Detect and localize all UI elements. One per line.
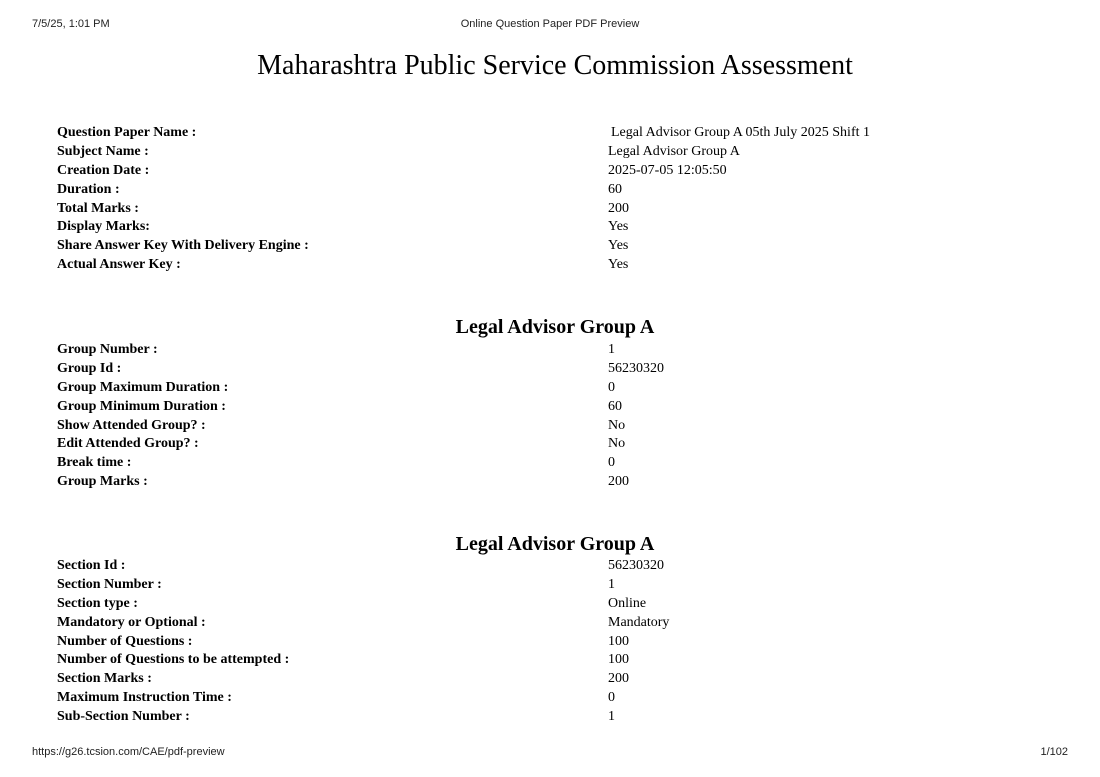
paper-info-row (57, 256, 917, 275)
section-info-row (57, 614, 917, 633)
group-info-key: Group Id : (57, 360, 122, 376)
print-footer (0, 746, 1100, 760)
paper-info-value: 2025-07-05 12:05:50 (608, 162, 727, 178)
group-info-row (57, 341, 917, 360)
paper-info-value: Yes (608, 257, 629, 273)
paper-info-row (57, 237, 917, 256)
print-header (0, 18, 1100, 32)
section-info-key: Section Marks : (57, 671, 152, 687)
section-info-key: Number of Questions to be attempted : (57, 652, 290, 668)
group-info-row (57, 398, 917, 417)
paper-info-value: 60 (608, 181, 622, 197)
paper-info-row (57, 143, 917, 162)
group-info-value: No (608, 417, 626, 433)
section-info-value: 1 (608, 576, 615, 592)
section-info-key: Number of Questions : (57, 633, 193, 649)
paper-info-value: Yes (608, 219, 629, 235)
section-info-row (57, 708, 917, 727)
paper-info-key: Duration : (57, 181, 120, 197)
paper-info-row (57, 218, 917, 237)
section-info-key: Section type : (57, 595, 138, 611)
paper-info-key: Total Marks : (57, 200, 139, 216)
section-info-value: 1 (608, 709, 615, 725)
group-info-key: Break time : (57, 455, 132, 471)
section-info-key: Mandatory or Optional : (57, 614, 206, 630)
group-info-value: 1 (608, 342, 615, 357)
paper-info-value: 200 (608, 200, 629, 216)
section-heading: Legal Advisor Group A (455, 533, 655, 555)
print-datetime: 7/5/25, 1:01 PM (32, 18, 110, 30)
section-info-row (57, 576, 917, 595)
paper-info-row (57, 200, 917, 219)
section-info-row (57, 595, 917, 614)
paper-info-value: Legal Advisor Group A (608, 143, 740, 159)
paper-info-key: Subject Name : (57, 143, 149, 159)
group-info-value: 0 (608, 379, 615, 395)
document-title: Maharashtra Public Service Commission Assessment (257, 50, 853, 81)
group-info-value: 200 (608, 474, 629, 490)
group-info-key: Group Minimum Duration : (57, 398, 226, 414)
group-info-value: 60 (608, 398, 622, 414)
section-info-row (57, 670, 917, 689)
section-info-table (57, 557, 917, 727)
group-info-key: Show Attended Group? : (57, 417, 206, 433)
paper-info-value: Yes (608, 238, 629, 254)
group-info-key: Edit Attended Group? : (57, 436, 199, 452)
section-info-value: 100 (608, 633, 629, 649)
section-info-value: 100 (608, 652, 629, 668)
group-info-value: 0 (608, 455, 615, 471)
section-info-key: Section Id : (57, 558, 126, 573)
print-url: https://g26.tcsion.com/CAE/pdf-preview (32, 746, 225, 758)
group-info-key: Group Marks : (57, 474, 148, 490)
section-info-key: Maximum Instruction Time : (57, 690, 232, 706)
paper-info-key: Creation Date : (57, 162, 150, 178)
section-info-row (57, 633, 917, 652)
section-info-row (57, 557, 917, 576)
group-info-row (57, 360, 917, 379)
paper-info-key: Actual Answer Key : (57, 257, 181, 273)
section-info-value: Online (608, 595, 647, 611)
group-info-key: Group Number : (57, 342, 158, 357)
section-info-row (57, 651, 917, 670)
paper-info-key: Share Answer Key With Delivery Engine : (57, 238, 309, 254)
paper-info-key: Display Marks: (57, 219, 150, 235)
paper-info-value: Legal Advisor Group A 05th July 2025 Shift 1 (611, 125, 870, 140)
paper-info-key: Question Paper Name : (57, 125, 197, 140)
group-info-row (57, 473, 917, 492)
group-info-row (57, 435, 917, 454)
paper-info-row (57, 162, 917, 181)
group-info-row (57, 454, 917, 473)
page-indicator: 1/102 (1040, 746, 1068, 758)
group-info-key: Group Maximum Duration : (57, 379, 229, 395)
section-info-value: Mandatory (608, 614, 670, 630)
group-info-value: 56230320 (608, 360, 664, 376)
group-info-row (57, 379, 917, 398)
paper-info-row (57, 181, 917, 200)
paper-info-row (57, 124, 917, 143)
section-info-value: 200 (608, 671, 629, 687)
group-heading: Legal Advisor Group A (455, 316, 655, 338)
section-info-value: 0 (608, 690, 615, 706)
group-info-value: No (608, 436, 626, 452)
section-info-key: Sub-Section Number : (57, 709, 190, 725)
section-info-row (57, 689, 917, 708)
print-page-title: Online Question Paper PDF Preview (460, 18, 640, 30)
section-info-value: 56230320 (608, 558, 664, 573)
group-info-table (57, 341, 917, 492)
paper-info-table (57, 124, 917, 275)
section-info-key: Section Number : (57, 576, 162, 592)
group-info-row (57, 417, 917, 436)
